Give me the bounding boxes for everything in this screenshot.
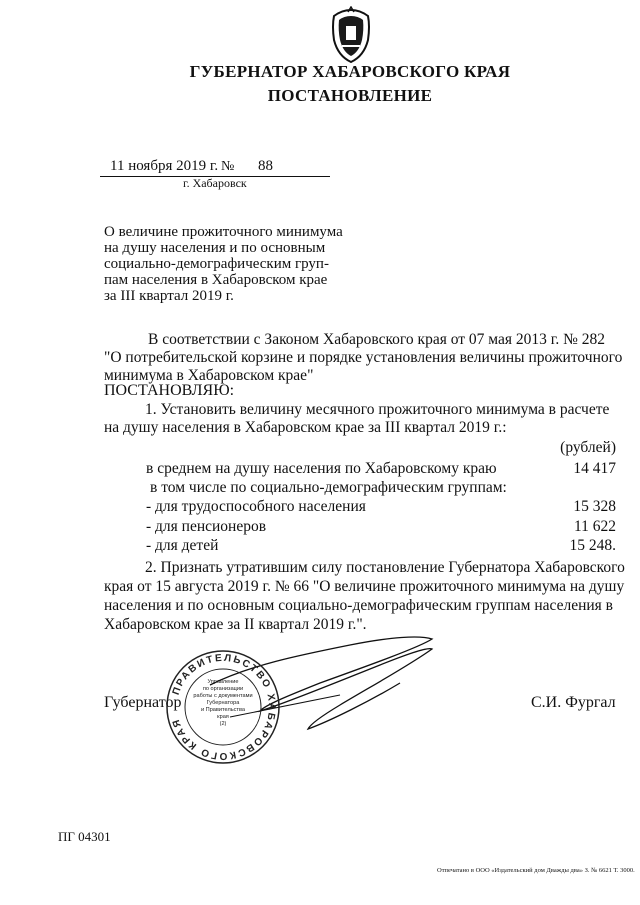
seal-ring-text: ПРАВИТЕЛЬСТВО ХАБАРОВСКОГО КРАЯ	[170, 652, 278, 762]
governor-title: ГУБЕРНАТОР ХАБАРОВСКОГО КРАЯ	[189, 62, 511, 81]
seal-inner-line: (2)	[219, 721, 227, 727]
document-code: ПГ 04301	[58, 829, 111, 844]
signatory-position: Губернатор	[104, 694, 182, 711]
row-label: в среднем на душу населения по Хабаровскому краю	[146, 460, 497, 477]
subject-line: на душу населения и по основным	[104, 240, 326, 256]
subject-line: пам населения в Хабаровском крае	[104, 272, 328, 288]
row-value: 14 417	[573, 460, 616, 477]
item1-line: на душу населения в Хабаровском крае за III квартал 2019 г.:	[104, 419, 507, 436]
number-sign: №	[221, 159, 235, 174]
seal-inner-line: по организации	[202, 686, 244, 692]
document-type: ПОСТАНОВЛЕНИЕ	[267, 86, 433, 105]
item1-line: 1. Установить величину месячного прожиточного минимума в расчете	[145, 401, 610, 418]
seal-inner-line: и Правительства	[201, 707, 245, 713]
registration-line	[100, 158, 330, 177]
row-value: 11 622	[573, 518, 616, 535]
subject-line: О величине прожиточного минимума	[104, 224, 343, 240]
preamble-line: минимума в Хабаровском крае"	[104, 367, 314, 384]
coat-of-arms-emblem	[328, 6, 374, 64]
item2-line: Хабаровском крае за II квартал 2019 г.".	[104, 616, 367, 633]
seal-inner-line: работы с документами	[193, 693, 253, 699]
row-value: 15 248.	[569, 537, 616, 554]
unit-label: (рублей)	[560, 439, 616, 456]
seal-inner-line: края	[217, 714, 229, 720]
row-label: - для пенсионеров	[146, 518, 267, 535]
subject-line: социально-демографическим груп-	[104, 256, 329, 272]
seal-inner-line: Управление	[207, 679, 239, 685]
item2-line: 2. Признать утратившим силу постановление Губернатора Хабаровского	[145, 559, 625, 576]
preamble-line: "О потребительской корзине и порядке установления величины прожиточного	[104, 349, 623, 366]
row-label: - для детей	[146, 537, 219, 554]
row-label: - для трудоспособного населения	[146, 498, 366, 515]
decree-heading: ПОСТАНОВЛЯЮ:	[104, 382, 235, 399]
city-label: г. Хабаровск	[183, 176, 247, 190]
preamble-line: В соответствии с Законом Хабаровского края от 07 мая 2013 г. № 282	[148, 331, 606, 348]
item2-line: края от 15 августа 2019 г. № 66 "О величине прожиточного минимума на душу	[104, 578, 625, 595]
item2-line: населения и по основным социально-демографическим группам населения в	[104, 597, 613, 614]
document-number: 88	[258, 158, 273, 174]
subject-line: за III квартал 2019 г.	[104, 288, 234, 304]
document-date: 11 ноября 2019 г.	[110, 158, 219, 174]
signatory-name: С.И. Фургал	[531, 694, 616, 711]
printer-imprint: Отпечатано в ООО «Издательский дом Дважды два» З. № 6621 Т. 3000.	[437, 867, 635, 874]
document-subject	[104, 224, 364, 304]
row-label: в том числе по социально-демографическим группам:	[150, 479, 507, 496]
seal-inner-line: Губернатора	[206, 700, 240, 706]
row-value: 15 328	[573, 498, 616, 515]
